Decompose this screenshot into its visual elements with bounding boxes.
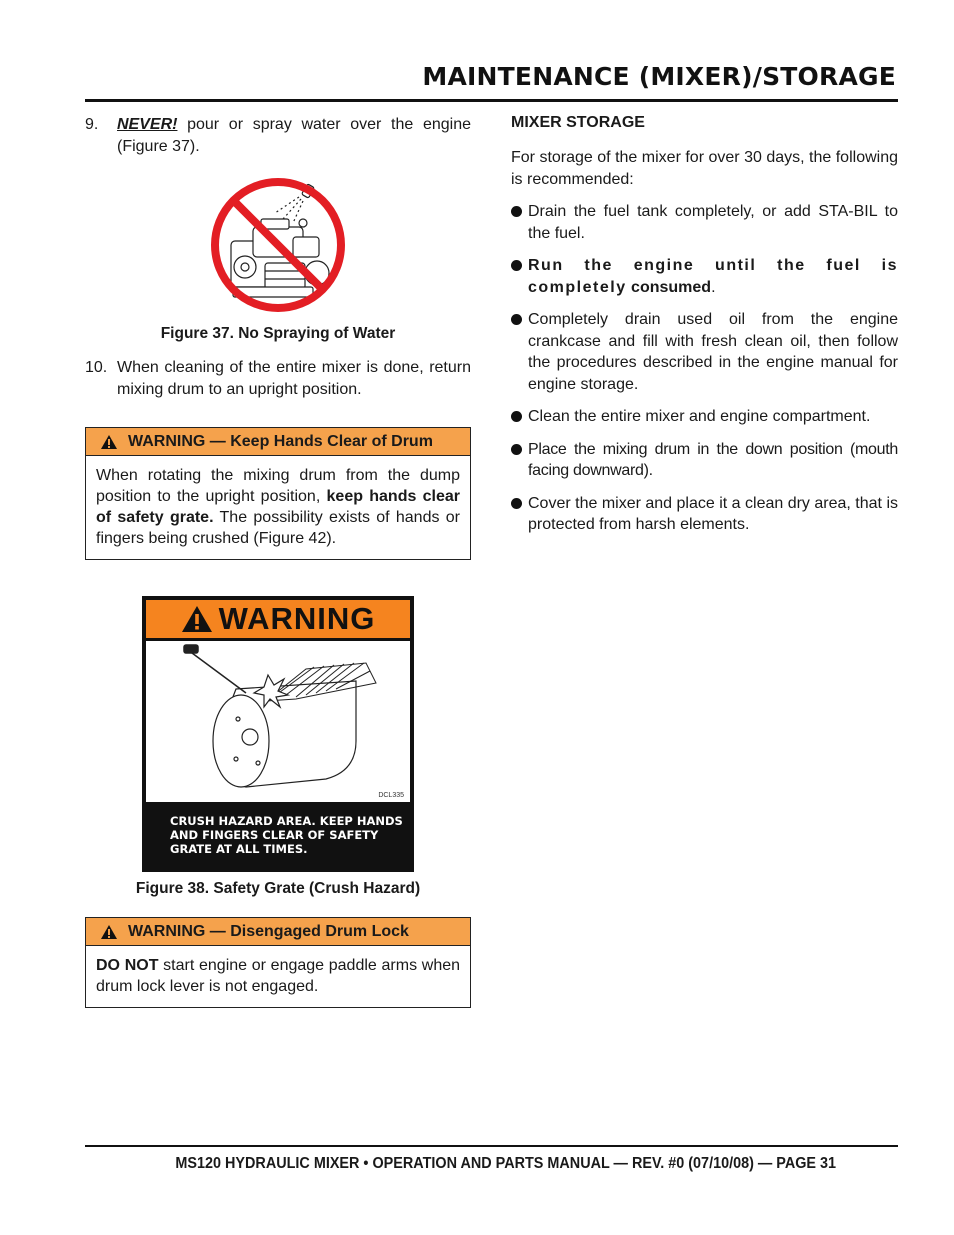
intro-paragraph: For storage of the mixer for over 30 days, the following is recommended: xyxy=(511,149,898,188)
decal-message-line: GRATE AT ALL TIMES. xyxy=(170,842,308,856)
list-item-text: Place the mixing drum in the down position (mouth facing downward). xyxy=(528,440,898,479)
right-column xyxy=(511,114,898,536)
warning-triangle-icon xyxy=(181,605,213,633)
warning-text: When rotating the mixing drum from the dump position to the upright position, xyxy=(96,467,460,505)
list-item xyxy=(511,255,898,298)
warning-header xyxy=(86,918,470,946)
warning-emphasis: DO NOT xyxy=(96,957,159,974)
crush-hazard-decal xyxy=(142,596,414,872)
section-heading: MIXER STORAGE xyxy=(511,114,645,131)
bullet-icon xyxy=(511,206,522,217)
decal-message-line: AND FINGERS CLEAR OF SAFETY xyxy=(170,828,379,842)
mixing-drum-illustration xyxy=(146,641,410,802)
warning-body xyxy=(86,946,470,1007)
warning-triangle-icon xyxy=(100,434,118,450)
bullet-icon xyxy=(511,411,522,422)
warning-title: WARNING — Disengaged Drum Lock xyxy=(128,922,409,940)
decal-heading: WARNING xyxy=(218,601,376,636)
list-item xyxy=(511,309,898,395)
figure-38-caption: Figure 38. Safety Grate (Crush Hazard) xyxy=(135,880,421,897)
warning-triangle-icon xyxy=(100,924,118,940)
page-title: MAINTENANCE (MIXER)/STORAGE xyxy=(422,62,896,91)
page-footer: MS120 HYDRAULIC MIXER • OPERATION AND PARTS MANUAL — REV. #0 (07/10/08) — PAGE 31 xyxy=(175,1155,836,1172)
decal-message xyxy=(146,802,410,856)
warning-title: WARNING — Keep Hands Clear of Drum xyxy=(128,432,433,450)
footer-rule xyxy=(85,1145,898,1147)
figure-38 xyxy=(85,596,471,898)
warning-body xyxy=(86,456,470,559)
title-rule xyxy=(85,99,898,102)
decal-message-line: CRUSH HAZARD AREA. KEEP HANDS xyxy=(170,814,403,828)
decal-header xyxy=(146,600,410,638)
list-item-text: Completely drain used oil from the engine crankcase and fill with fresh clean oil, then follow the procedures described in the engine manual for engine storage. xyxy=(528,311,898,393)
warning-header xyxy=(86,428,470,456)
no-spraying-water-illustration xyxy=(203,175,353,315)
list-item-text: Cover the mixer and place it a clean dry area, that is protected from harsh elements. xyxy=(528,494,898,533)
list-item xyxy=(511,201,898,244)
warning-emphasis: keep hands clear of safety grate. xyxy=(96,488,460,526)
bullet-icon xyxy=(511,260,522,271)
warning-keep-hands-clear xyxy=(85,427,471,560)
list-item xyxy=(511,439,898,482)
bullet-icon xyxy=(511,444,522,455)
figure-37 xyxy=(85,175,471,343)
bullet-icon xyxy=(511,314,522,325)
figure-37-caption: Figure 37. No Spraying of Water xyxy=(160,325,396,342)
bullet-icon xyxy=(511,498,522,509)
list-item-text: Run the engine until the fuel is completely xyxy=(528,257,898,296)
list-item-emphasis: consumed xyxy=(631,278,712,296)
warning-text: The possibility exists of hands or fingers being crushed (Figure 42). xyxy=(96,509,460,547)
list-item xyxy=(511,406,898,428)
step-number: 10. xyxy=(85,359,108,376)
left-column xyxy=(85,114,471,1008)
step-text: pour or spray water over the engine (Figure 37). xyxy=(117,116,471,155)
list-item-text: Clean the entire mixer and engine compartment. xyxy=(528,408,871,425)
step-text: When cleaning of the entire mixer is done, return mixing drum to an upright position. xyxy=(117,359,471,398)
step-9 xyxy=(85,114,471,157)
list-item-text: . xyxy=(711,278,716,296)
list-item-text: Drain the fuel tank completely, or add STA-BIL to the fuel. xyxy=(528,203,898,242)
step-10 xyxy=(85,357,471,400)
warning-text: start engine or engage paddle arms when drum lock lever is not engaged. xyxy=(96,957,461,995)
step-number: 9. xyxy=(85,116,99,133)
handle-lever xyxy=(184,645,246,693)
decal-code: DCL335 xyxy=(378,792,404,799)
list-item xyxy=(511,493,898,536)
decal-illustration xyxy=(146,641,410,802)
warning-disengaged-drum-lock xyxy=(85,917,471,1008)
never-label: NEVER! xyxy=(117,116,178,133)
